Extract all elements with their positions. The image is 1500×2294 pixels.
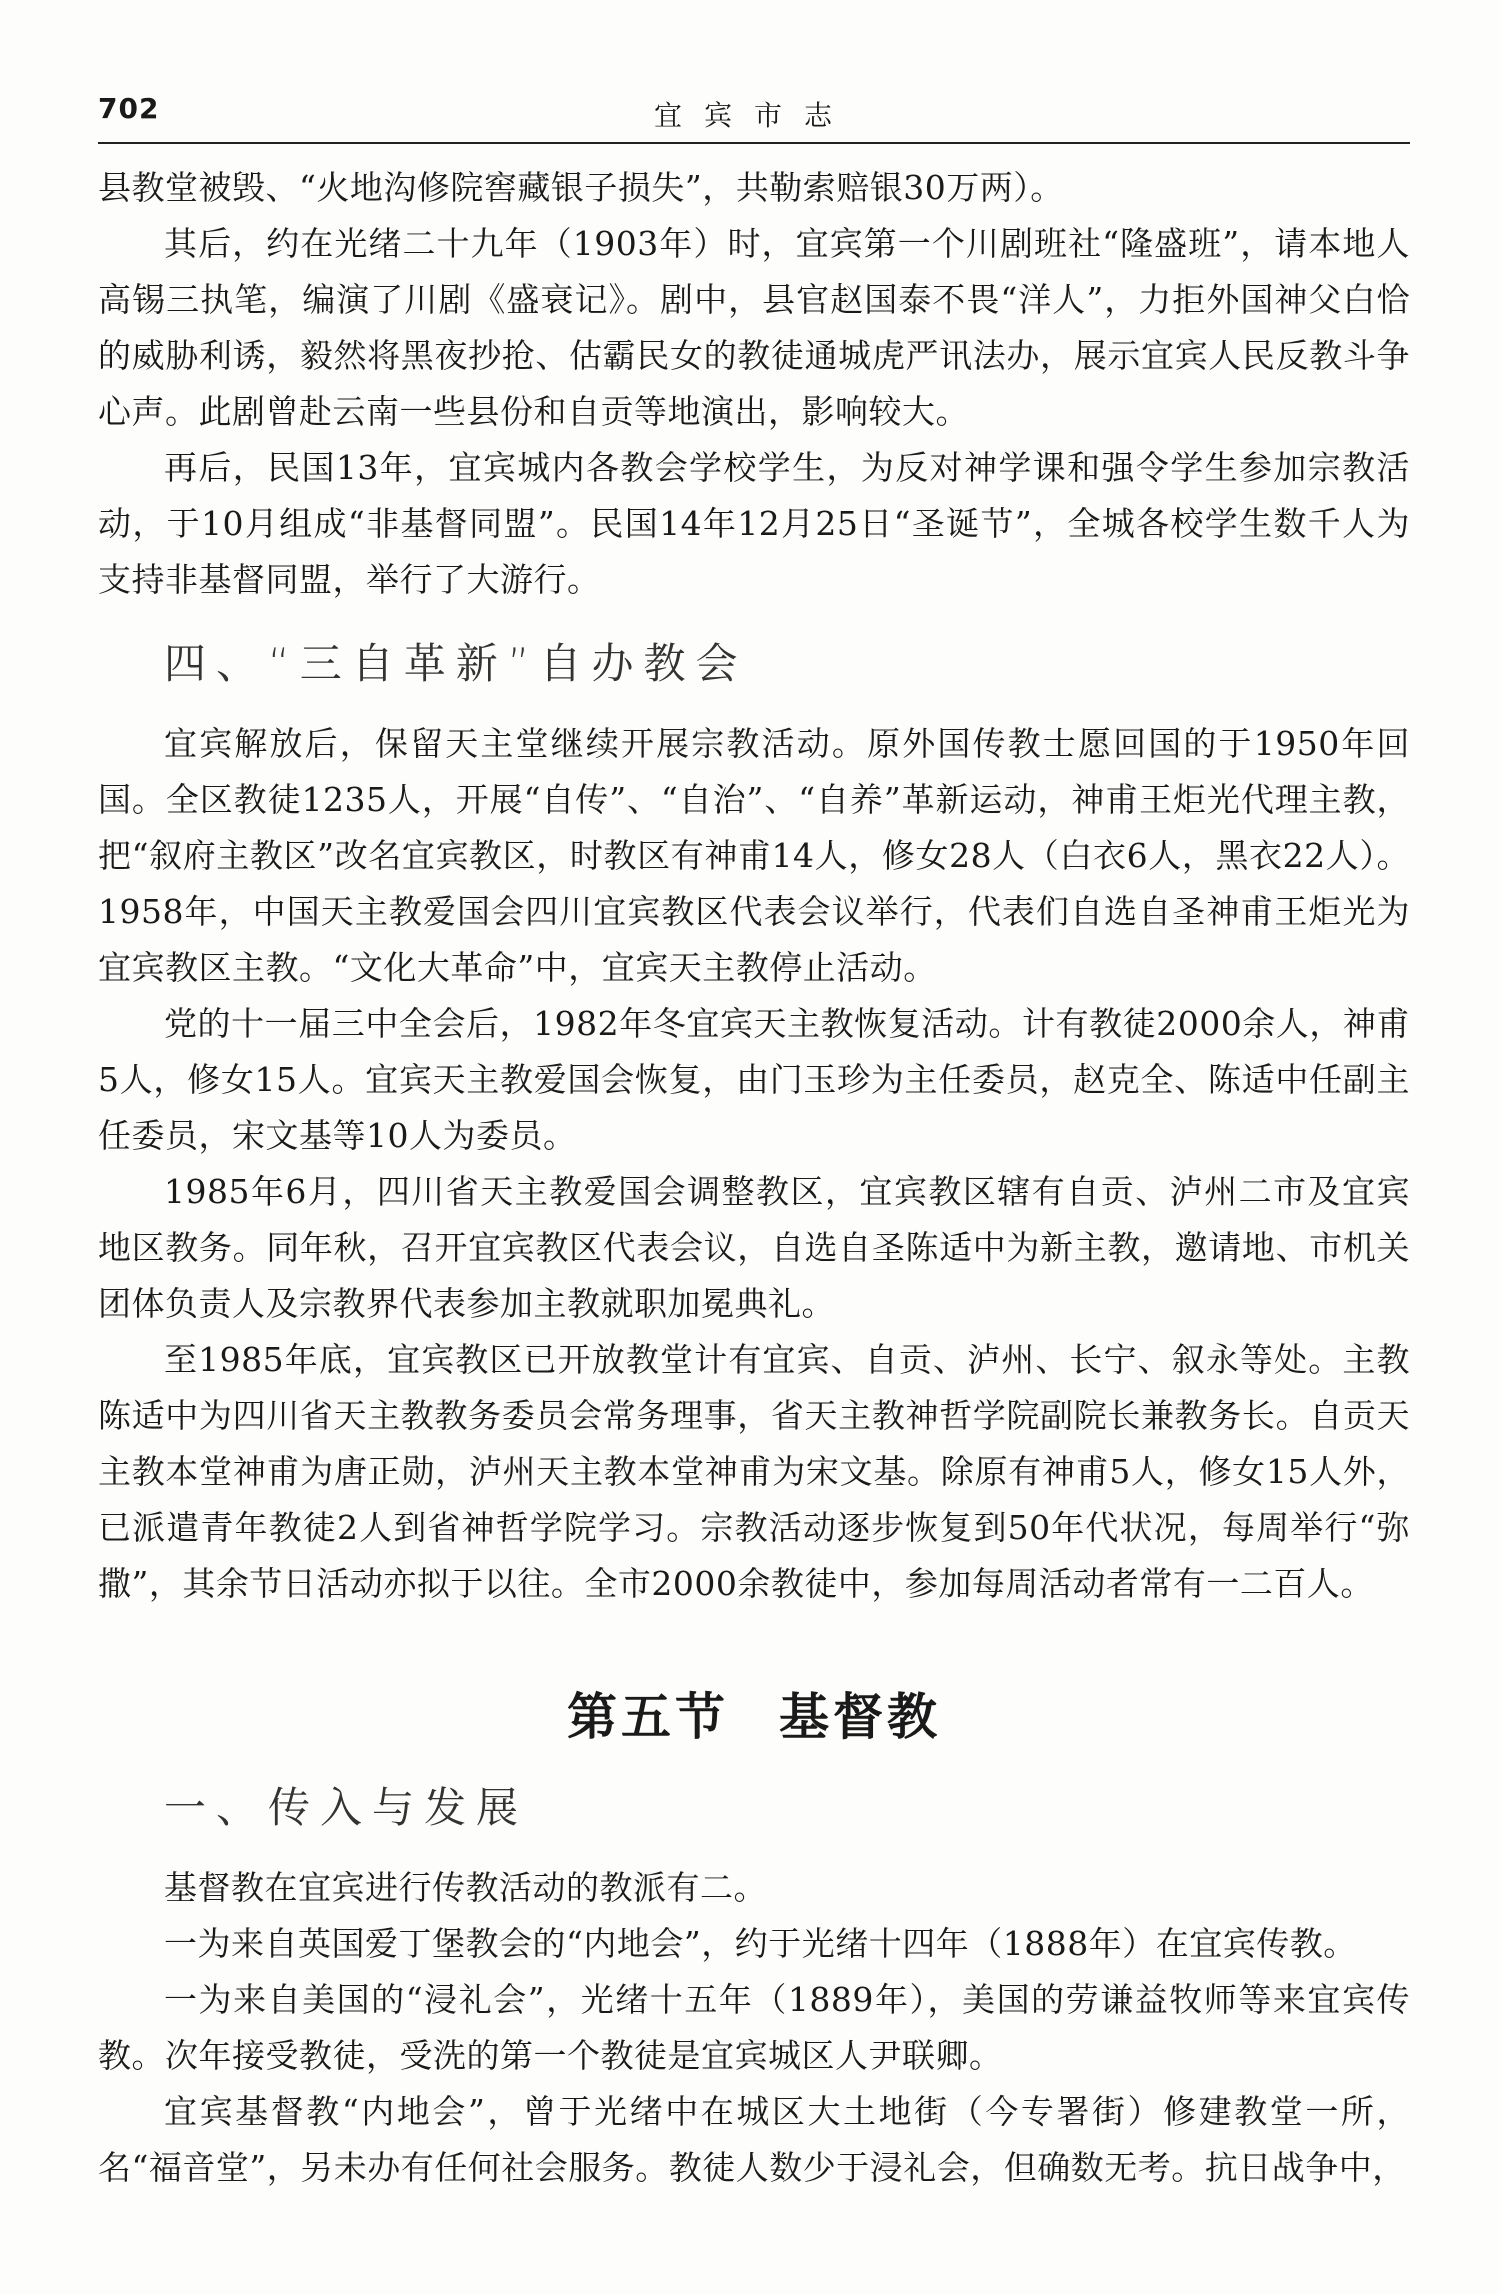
paragraph: 基督教在宜宾进行传教活动的教派有二。 xyxy=(164,1868,767,1907)
running-title: 宜宾市志 xyxy=(653,99,854,132)
subheading-self-reform: 四、“三自革新”自办教会 xyxy=(164,639,748,688)
paragraph: 宜宾解放后，保留天主堂继续开展宗教活动。原外国传教士愿回国的于1950年回国。全区教徒1235人，开展“自传”、“自治”、“自养”革新运动，神甫王炬光代理主教，把“叙府主教区”改名宜宾教区，时教区有神甫14人，修女28人（白衣6人，黑衣22人）。1958年，中国天主教爱国会四川宜宾教区代表会议举行，代表们自选自圣神甫王炬光为宜宾教区主教。“文化大革命”中，宜宾天主教停止活动。 xyxy=(98,724,1410,987)
paragraph: 党的十一届三中全会后，1982年冬宜宾天主教恢复活动。计有教徒2000余人，神甫5人，修女15人。宜宾天主教爱国会恢复，由门玉珍为主任委员，赵克全、陈适中任副主任委员，宋文基等10人为委员。 xyxy=(98,1004,1410,1155)
paragraph: 其后，约在光绪二十九年（1903年）时，宜宾第一个川剧班社“隆盛班”，请本地人高锡三执笔，编演了川剧《盛衰记》。剧中，县官赵国泰不畏“洋人”，力拒外国神父白恰的威胁利诱，毅然将黑夜抄抢、估霸民女的教徒通城虎严讯法办，展示宜宾人民反教斗争心声。此剧曾赴云南一些县份和自贡等地演出，影响较大。 xyxy=(98,224,1410,431)
page-number: 702 xyxy=(98,92,160,125)
section-number: 第五节 xyxy=(567,1688,729,1746)
paragraph: 一为来自美国的“浸礼会”，光绪十五年（1889年），美国的劳谦益牧师等来宜宾传教。次年接受教徒，受洗的第一个教徒是宜宾城区人尹联卿。 xyxy=(98,1980,1410,2075)
paragraph: 1985年6月，四川省天主教爱国会调整教区，宜宾教区辖有自贡、泸州二市及宜宾地区教务。同年秋，召开宜宾教区代表会议，自选自圣陈适中为新主教，邀请地、市机关团体负责人及宗教界代表参加主教就职加冕典礼。 xyxy=(98,1172,1410,1323)
paragraph: 一为来自英国爱丁堡教会的“内地会”，约于光绪十四年（1888年）在宜宾传教。 xyxy=(164,1924,1357,1963)
section-title xyxy=(98,1682,1410,1752)
section-name: 基督教 xyxy=(779,1688,941,1746)
paragraph: 再后，民国13年，宜宾城内各教会学校学生，为反对神学课和强令学生参加宗教活动，于10月组成“非基督同盟”。民国14年12月25日“圣诞节”，全城各校学生数千人为支持非基督同盟，举行了大游行。 xyxy=(98,448,1410,599)
page-body xyxy=(98,160,1410,2196)
subheading-introduction: 一、传入与发展 xyxy=(164,1783,529,1832)
paragraph: 宜宾基督教“内地会”，曾于光绪中在城区大土地街（今专署街）修建教堂一所，名“福音堂”，另未办有任何社会服务。教徒人数少于浸礼会，但确数无考。抗日战争中， xyxy=(98,2092,1410,2187)
paragraph: 至1985年底，宜宾教区已开放教堂计有宜宾、自贡、泸州、长宁、叙永等处。主教陈适中为四川省天主教教务委员会常务理事，省天主教神哲学院副院长兼教务长。自贡天主教本堂神甫为唐正勋，泸州天主教本堂神甫为宋文基。除原有神甫5人，修女15人外，已派遣青年教徒2人到省神哲学院学习。宗教活动逐步恢复到50年代状况，每周举行“弥撒”，其余节日活动亦拟于以往。全市2000余教徒中，参加每周活动者常有一二百人。 xyxy=(98,1340,1410,1603)
page-header xyxy=(98,92,1410,144)
paragraph: 县教堂被毁、“火地沟修院窖藏银子损失”，共勒索赔银30万两）。 xyxy=(98,168,1064,207)
